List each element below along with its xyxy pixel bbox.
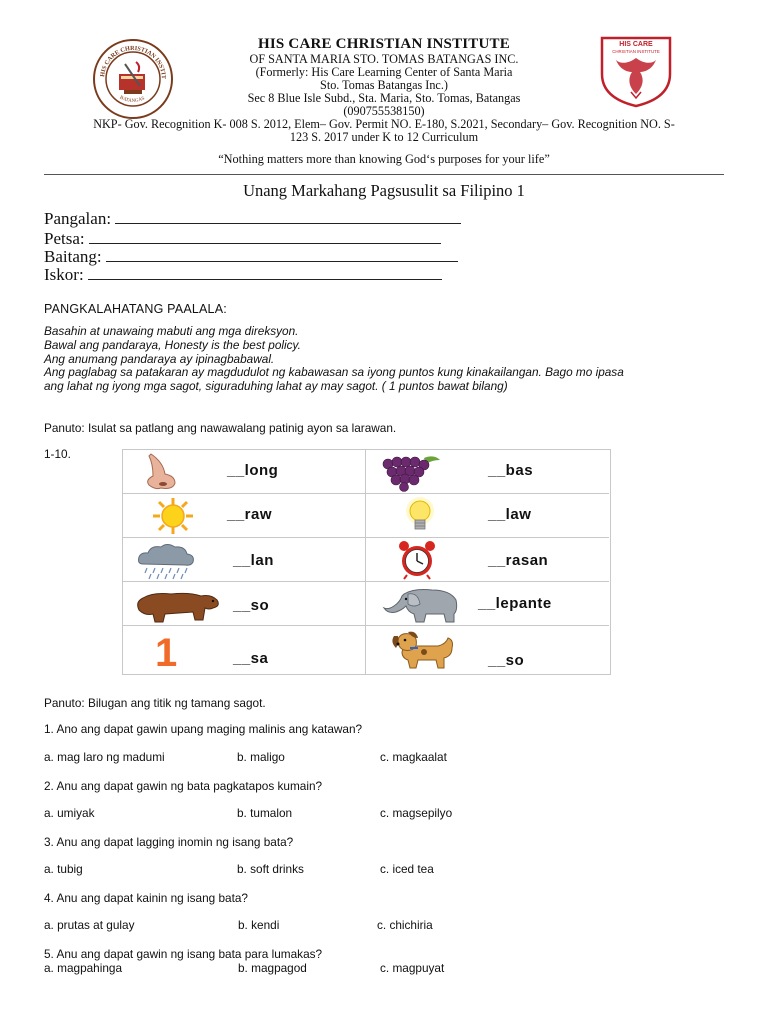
motto-quote: “Nothing matters more than knowing God‘s purposes for your life”: [218, 152, 550, 166]
missing-vowel-word: __long: [227, 462, 279, 479]
reminder-line: Ang paglabag sa patakaran ay magdudulot ng kabawasan sa iyong puntos kung kinakailangan. Bago mo ipasa: [44, 365, 624, 380]
option-b[interactable]: b. kendi: [238, 918, 280, 932]
reminder-line: ang lahat ng iyong mga sagot, siguraduhing lahat ay may sagot. ( 1 puntos bawat bilang): [44, 379, 508, 394]
score-blank[interactable]: [88, 266, 442, 280]
number-one-icon: [131, 628, 211, 672]
formerly-line-2: Sto. Tomas Batangas Inc.): [320, 78, 448, 92]
shield-title: HIS CARE: [619, 41, 653, 48]
missing-vowel-word: __so: [488, 652, 525, 669]
question-text: 2. Anu ang dapat gawin ng bata pagkatapos kumain?: [44, 779, 323, 793]
org-line: OF SANTA MARIA STO. TOMAS BATANGAS INC.: [249, 52, 519, 66]
question-text: 4. Anu ang dapat kainin ng isang bata?: [44, 891, 248, 905]
answer-options: [0, 961, 768, 977]
number-one-glyph: 1: [155, 631, 178, 672]
grade-blank[interactable]: [106, 248, 458, 262]
option-b[interactable]: b. soft drinks: [237, 862, 304, 876]
picture-item: [366, 582, 609, 626]
reminders-list: [44, 325, 734, 394]
option-a[interactable]: a. magpahinga: [44, 961, 123, 975]
reminder-line: Bawal ang pandaraya, Honesty is the best policy.: [44, 337, 301, 352]
nose-icon: [131, 452, 211, 492]
picture-item: [123, 450, 366, 494]
missing-vowel-word: __lepante: [478, 595, 552, 612]
seal-text-bottom: BATANGAS: [118, 95, 146, 104]
option-b[interactable]: b. maligo: [237, 750, 285, 764]
picture-item: [123, 582, 366, 626]
missing-vowel-word: __lan: [233, 552, 274, 569]
reminder-line: Ang anumang pandaraya ay ipinagbabawal.: [44, 351, 275, 366]
shield-subtitle: CHRISTIAN INSTITUTE: [612, 49, 660, 54]
option-c[interactable]: c. magkaalat: [380, 750, 447, 764]
option-b[interactable]: b. tumalon: [237, 806, 293, 820]
grade-label: Baitang:: [44, 247, 102, 266]
answer-options: [0, 862, 768, 878]
address-line: Sec 8 Blue Isle Subd., Sta. Maria, Sto. Tomas, Batangas: [247, 91, 521, 105]
question-text: 3. Anu ang dapat lagging inomin ng isang bata?: [44, 835, 294, 849]
option-a[interactable]: a. mag laro ng madumi: [44, 750, 165, 764]
phone-line: (090755538150): [343, 104, 425, 118]
elephant-icon: [374, 584, 454, 624]
picture-item: [366, 494, 609, 538]
exam-title: Unang Markahang Pagsusulit sa Filipino 1: [243, 181, 525, 200]
missing-vowel-word: __bas: [488, 462, 534, 479]
picture-table: [122, 449, 611, 675]
missing-vowel-word: __so: [233, 597, 270, 614]
answer-options: [0, 918, 768, 934]
part1-range: 1-10.: [44, 447, 71, 461]
date-blank[interactable]: [89, 230, 441, 244]
score-field[interactable]: [44, 266, 442, 284]
date-label: Petsa:: [44, 229, 85, 248]
missing-vowel-word: __rasan: [488, 552, 549, 569]
option-a[interactable]: a. prutas at gulay: [44, 918, 135, 932]
part2-directions: Panuto: Bilugan ang titik ng tamang sagot.: [44, 696, 266, 710]
reminders-heading: PANGKALAHATANG PAALALA:: [44, 302, 227, 316]
picture-item: [366, 626, 609, 674]
sun-icon: [131, 496, 211, 536]
rain-cloud-icon: [131, 540, 211, 580]
part1-directions: Panuto: Isulat sa patlang ang nawawalang patinig ayon sa larawan.: [44, 421, 397, 435]
header-divider: [44, 174, 724, 175]
option-c[interactable]: c. chichiria: [377, 918, 433, 932]
light-bulb-icon: [374, 496, 454, 536]
picture-item: [123, 538, 366, 582]
answer-options: [0, 750, 768, 766]
dog-icon: [374, 628, 454, 668]
grade-field[interactable]: [44, 248, 458, 266]
seal-text-top: HIS CARE CHRISTIAN INSTIT: [99, 44, 168, 80]
name-blank[interactable]: [115, 210, 461, 224]
question-text: 5. Anu ang dapat gawin ng isang bata para lumakas?: [44, 947, 323, 961]
option-a[interactable]: a. tubig: [44, 862, 83, 876]
recognition-line-1: NKP- Gov. Recognition K- 008 S. 2012, Elem– Gov. Permit NO. E-180, S.2021, Secondary– Gov. Recognition NO. S-: [93, 117, 675, 131]
grapes-icon: [374, 452, 454, 492]
picture-item: [123, 494, 366, 538]
alarm-clock-icon: [374, 540, 454, 580]
formerly-line-1: (Formerly: His Care Learning Center of Santa Maria: [255, 65, 513, 79]
answer-options: [0, 806, 768, 822]
reminder-line: Basahin at unawaing mabuti ang mga direksyon.: [44, 324, 299, 338]
name-field[interactable]: [44, 210, 461, 228]
missing-vowel-word: __law: [488, 506, 532, 523]
option-c[interactable]: c. iced tea: [380, 862, 434, 876]
school-name: HIS CARE CHRISTIAN INSTITUTE: [258, 36, 510, 52]
option-b[interactable]: b. magpagod: [238, 961, 307, 975]
picture-item: [366, 538, 609, 582]
picture-item: [123, 626, 366, 674]
name-label: Pangalan:: [44, 209, 112, 228]
missing-vowel-word: __raw: [227, 506, 273, 523]
missing-vowel-word: __sa: [233, 650, 269, 667]
option-c[interactable]: c. magpuyat: [380, 961, 445, 975]
date-field[interactable]: [44, 230, 441, 248]
recognition-line-2: 123 S. 2017 under K to 12 Curriculum: [289, 130, 479, 144]
bear-icon: [131, 584, 211, 624]
option-a[interactable]: a. umiyak: [44, 806, 95, 820]
picture-item: [366, 450, 609, 494]
score-label: Iskor:: [44, 265, 84, 284]
option-c[interactable]: c. magsepilyo: [380, 806, 453, 820]
question-text: 1. Ano ang dapat gawin upang maging malinis ang katawan?: [44, 722, 363, 736]
